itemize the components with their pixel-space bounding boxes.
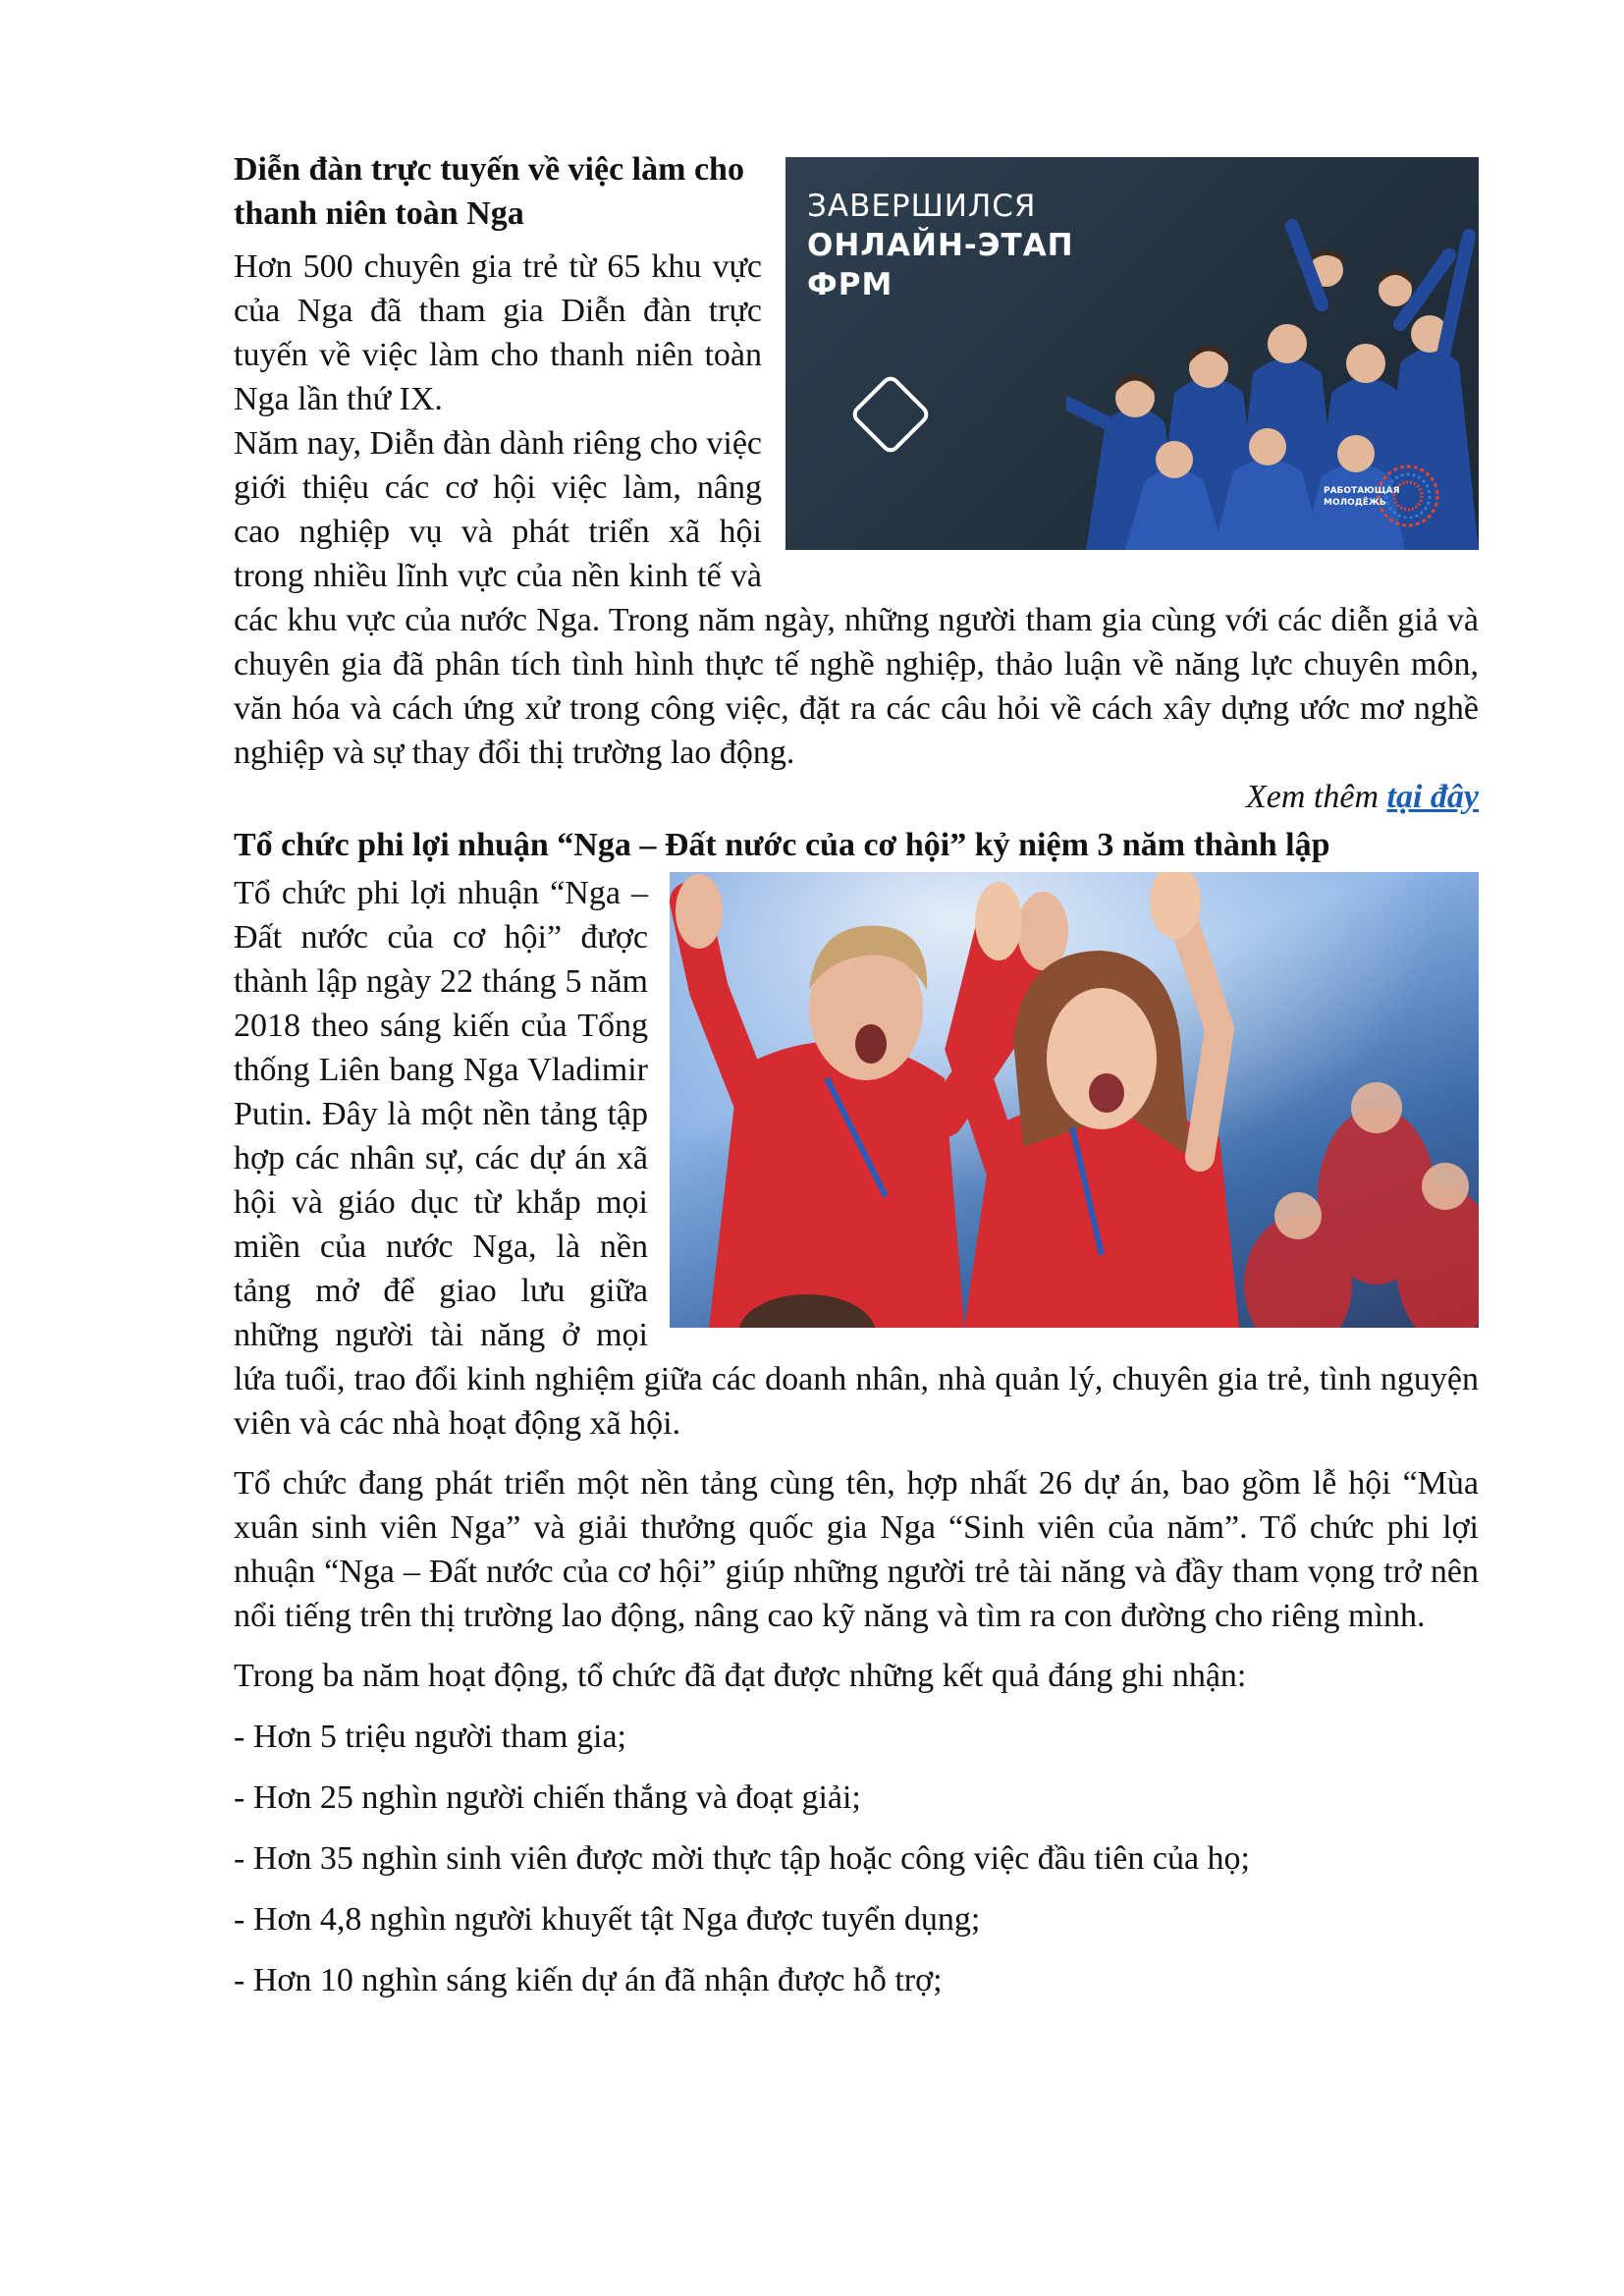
list-item: - Hơn 5 triệu người tham gia; [234,1719,626,1755]
source-prefix: Xem thêm [1246,779,1380,815]
source-note [234,775,1479,819]
document-page [234,147,1479,2002]
list-item: - Hơn 4,8 nghìn người khuyết tật Nga được tuyển dụng; [234,1901,981,1938]
working-youth-logo [1322,460,1439,532]
section-2-paragraph-3: Trong ba năm hoạt động, tổ chức đã đạt được những kết quả đáng ghi nhận: [234,1658,1247,1694]
celebration-photo-illustration [670,872,1479,1328]
logo-text-1: РАБОТАЮЩАЯ [1324,486,1400,496]
celebration-photo [670,872,1479,1328]
section-2-paragraph-2: Tổ chức đang phát triển một nền tảng cùng tên, hợp nhất 26 dự án, bao gồm lễ hội “Mùa xuân sinh viên Nga” và giải thưởng quốc gia Nga “Sinh viên của năm”. Tổ chức phi lợi nhuận “Nga – Đất nước của cơ hội” giúp những người trẻ tài năng và đầy tham vọng trở nên nổi tiếng trên thị trường lao động, nâng cao kỹ năng và tìm ra con đường cho riêng mình. [234,1465,1479,1634]
list-item: - Hơn 25 nghìn người chiến thắng và đoạt giải; [234,1779,861,1816]
forum-banner-image [785,157,1479,550]
section-1-title: Diễn đàn trực tuyến về việc làm cho thanh niên toàn Nga [234,151,744,232]
diamond-icon [849,373,933,457]
banner-line-2: ОНЛАЙН-ЭТАП [807,228,1074,263]
banner-line-1: ЗАВЕРШИЛСЯ [807,189,1037,224]
section-1-paragraph-2: Năm nay, Diễn đàn dành riêng cho việc giới thiệu các cơ hội việc làm, nâng cao nghiệp vụ và phát triển xã hội trong nhiều lĩnh vực của nền kinh tế và các khu vực của nước Nga. Trong năm ngày, những người tham gia cùng với các diễn giả và chuyên gia đã phân tích tình hình thực tế nghề nghiệp, thảo luận về năng lực chuyên môn, văn hóa và cách ứng xử trong công việc, đặt ra các câu hỏi về cách xây dựng ước mơ nghề nghiệp và sự thay đổi thị trường lao động. [234,425,1479,771]
logo-text-2: МОЛОДЁЖЬ [1324,498,1386,508]
list-item: - Hơn 10 nghìn sáng kiến dự án đã nhận được hỗ trợ; [234,1962,943,1998]
list-item: - Hơn 35 nghìn sinh viên được mời thực tập hoặc công việc đầu tiên của họ; [234,1840,1250,1877]
banner-line-3: ФРМ [807,267,893,302]
source-link[interactable]: tại đây [1386,779,1479,815]
section-1-paragraph-1: Hơn 500 chuyên gia trẻ từ 65 khu vực của Nga đã tham gia Diễn đàn trực tuyến về việc làm cho thanh niên toàn Nga lần thứ IX. [234,248,762,417]
section-2-paragraph-1: Tổ chức phi lợi nhuận “Nga – Đất nước của cơ hội” được thành lập ngày 22 tháng 5 năm 2018 theo sáng kiến của Tổng thống Liên bang Nga Vladimir Putin. Đây là một nền tảng tập hợp các nhân sự, các dự án xã hội và giáo dục từ khắp mọi miền của nước Nga, là nền tảng mở để giao lưu giữa những người tài năng ở mọi lứa tuổi, trao đổi kinh nghiệm giữa các doanh nhân, nhà quản lý, chuyên gia trẻ, tình nguyện viên và các nhà hoạt động xã hội. [234,875,1479,1442]
section-2-title: Tổ chức phi lợi nhuận “Nga – Đất nước của cơ hội” kỷ niệm 3 năm thành lập [234,827,1330,863]
